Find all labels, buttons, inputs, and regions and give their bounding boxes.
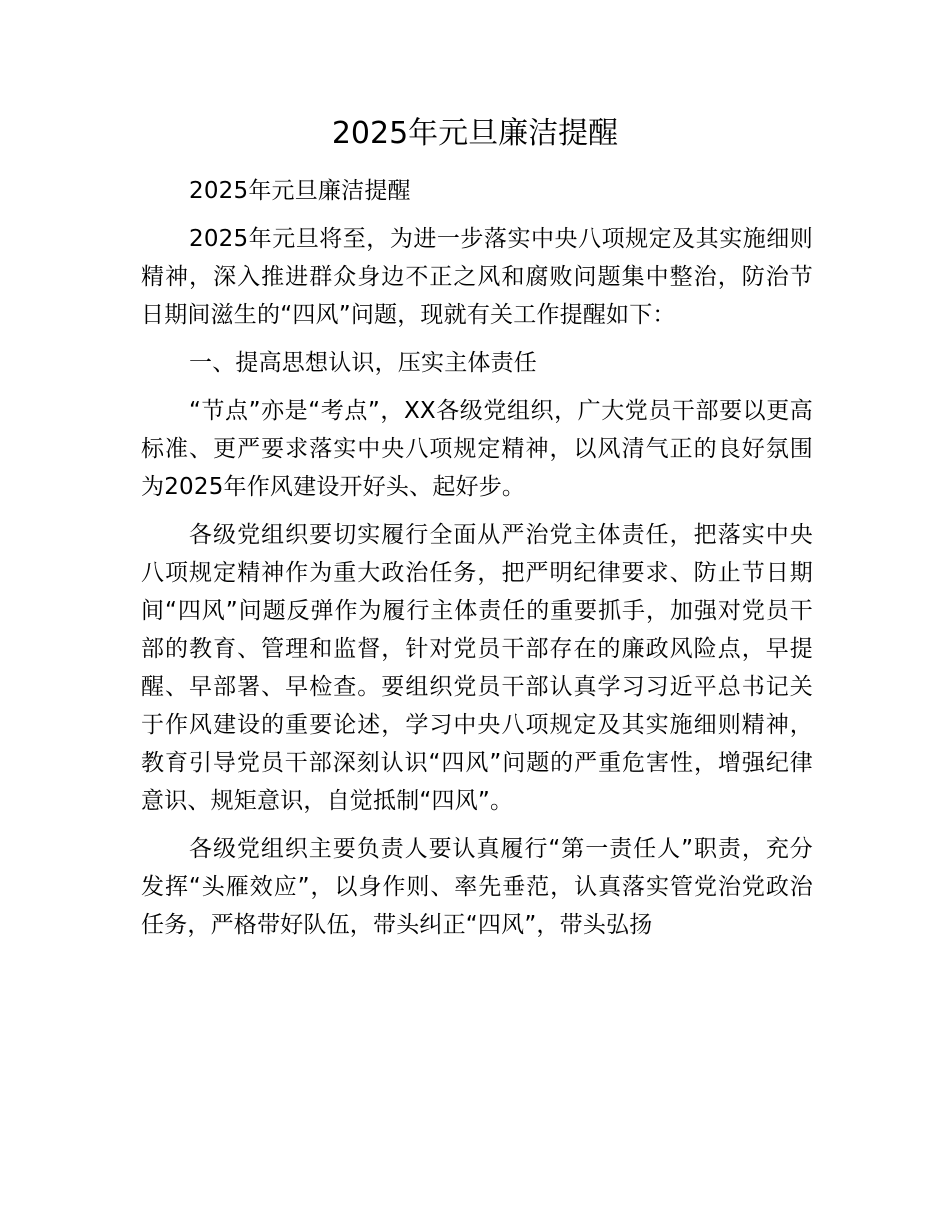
- paragraph-intro: 2025年元旦将至，为进一步落实中央八项规定及其实施细则精神，深入推进群众身边不正之风和腐败问题集中整治，防治节日期间滋生的“四风”问题，现就有关工作提醒如下：: [141, 226, 813, 328]
- document-title: 2025年元旦廉洁提醒: [331, 116, 619, 151]
- paragraph-node-exam: “节点”亦是“考点”，XX各级党组织，广大党员干部要以更高标准、更严要求落实中央八项规定精神，以风清气正的良好氛围为2025年作风建设开好头、起好步。: [141, 398, 813, 500]
- section-heading-1: 一、提高思想认识，压实主体责任: [189, 350, 537, 376]
- paragraph-subtitle: 2025年元旦廉洁提醒: [189, 178, 411, 204]
- paragraph-party-responsibility: 各级党组织要切实履行全面从严治党主体责任，把落实中央八项规定精神作为重大政治任务，把严明纪律要求、防止节日期间“四风”问题反弹作为履行主体责任的重要抓手，加强对党员干部的教育、管理和监督，针对党员干部存在的廉政风险点，早提醒、早部署、早检查。要组织党员干部认真学习习近平总书记关于作风建设的重要论述，学习中央八项规定及其实施细则精神，教育引导党员干部深刻认识“四风”问题的严重危害性，增强纪律意识、规矩意识，自觉抵制“四风”。: [141, 522, 813, 814]
- document-body: [141, 172, 813, 954]
- paragraph-leaders-responsibility: 各级党组织主要负责人要认真履行“第一责任人”职责，充分发挥“头雁效应”，以身作则、率先垂范，认真落实管党治党政治任务，严格带好队伍，带头纠正“四风”，带头弘扬: [141, 836, 813, 938]
